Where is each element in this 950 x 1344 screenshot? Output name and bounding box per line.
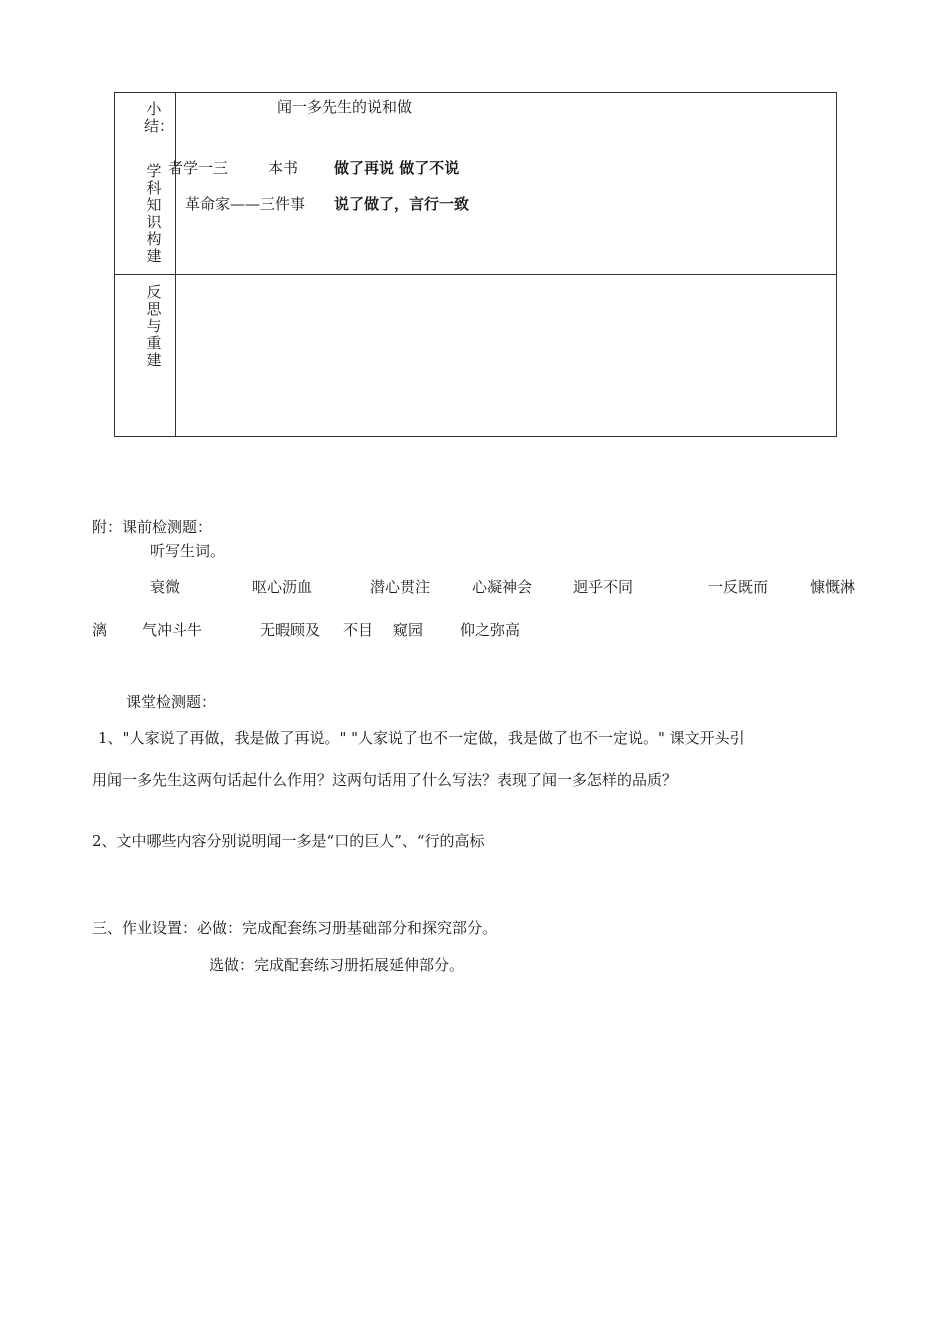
word-item: 窥园 <box>393 621 424 639</box>
homework-optional: 选做：完成配套练习册拓展延伸部分。 <box>209 956 465 974</box>
summary-label: 小结： <box>144 100 175 135</box>
word-item: 心凝神会 <box>472 578 533 596</box>
scholar-point: 做了再说 做了不说 <box>334 159 460 177</box>
word-item: 慷慨淋 <box>810 578 856 596</box>
dictation-instruction: 听写生词。 <box>150 542 226 560</box>
question-1-line-2: 用闻一多先生这两句话起什么作用？这两句话用了什么写法？表现了闻一多怎样的品质？ <box>92 771 678 789</box>
appendix-heading: 附：课前检测题： <box>92 518 213 536</box>
reflection-label: 反思与重建 <box>146 283 162 369</box>
word-item: 气冲斗牛 <box>142 621 203 639</box>
revolutionary-point: 说了做了，言行一致 <box>334 195 470 213</box>
question-2: 2、文中哪些内容分别说明闻一多是“口的巨人”、“行的高标 <box>92 832 485 850</box>
word-item: 呕心沥血 <box>252 578 313 596</box>
table-row-divider <box>115 274 836 275</box>
summary-title: 闻一多先生的说和做 <box>277 98 413 116</box>
table-column-divider <box>175 93 176 436</box>
word-item: 不目 <box>343 621 374 639</box>
word-item: 仰之弥高 <box>460 621 521 639</box>
question-1-line-1: 1、"人家说了再做，我是做了再说。" "人家说了也不一定做，我是做了也不一定说。" 课文开头引 <box>98 729 745 747</box>
revolutionary-role: 革命家——三件事 <box>185 195 306 213</box>
word-item: 潜心贯注 <box>370 578 431 596</box>
word-item: 无暇顾及 <box>260 621 321 639</box>
word-item: 衰微 <box>150 578 181 596</box>
homework-required: 三、作业设置：必做：完成配套练习册基础部分和探究部分。 <box>92 919 498 937</box>
classroom-test-heading: 课堂检测题： <box>126 693 217 711</box>
summary-table <box>114 92 837 437</box>
scholar-role: 者学一三 <box>168 159 229 177</box>
knowledge-construction-label: 学科知识构建 <box>146 162 162 265</box>
word-item: 漓 <box>92 621 108 639</box>
word-item: 一反既而 <box>708 578 769 596</box>
word-item: 迥乎不同 <box>573 578 634 596</box>
scholar-item: 本书 <box>268 159 299 177</box>
